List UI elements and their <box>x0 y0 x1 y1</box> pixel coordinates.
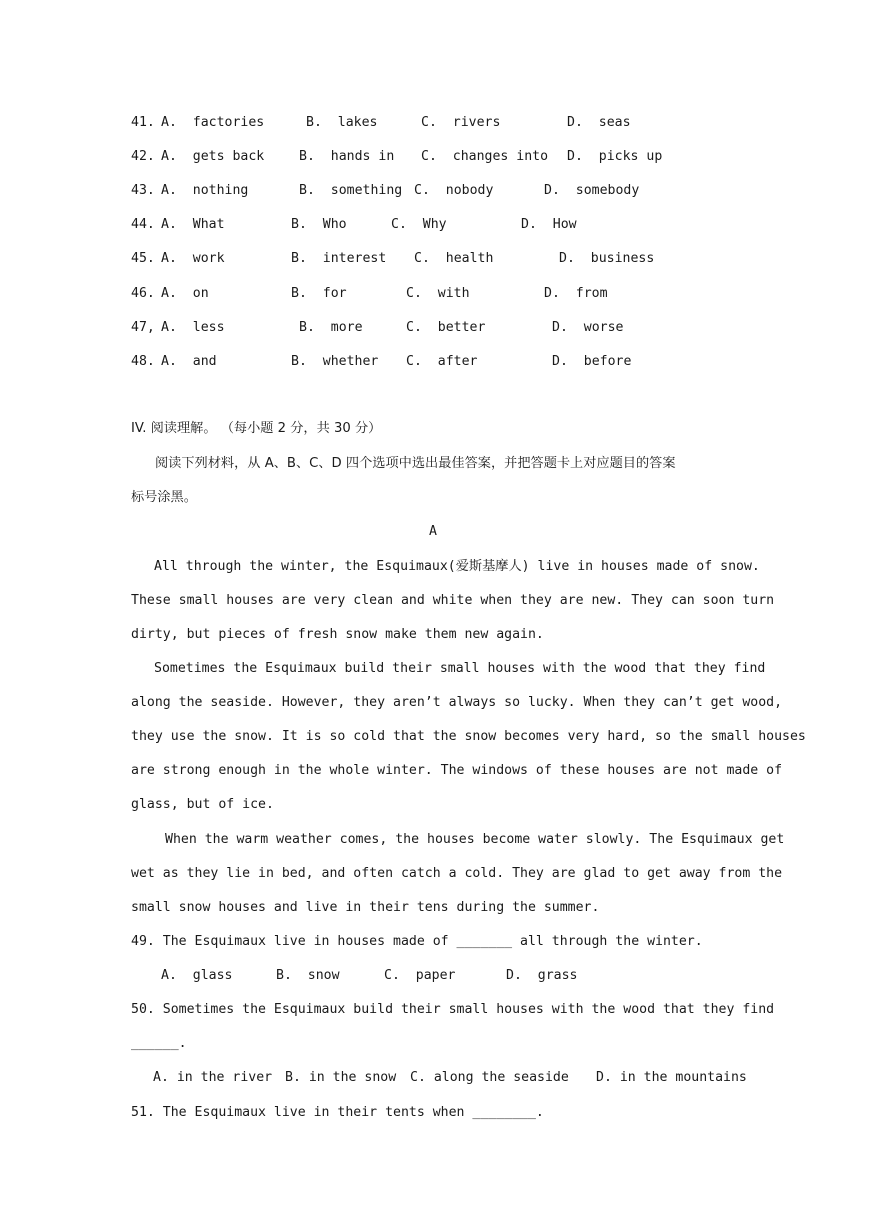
option-a: A. gets back <box>161 149 265 164</box>
question-number: 46. <box>131 286 155 301</box>
question-51-stem: 51. The Esquimaux live in their tents when ________. <box>131 1105 544 1120</box>
question-number: 42. <box>131 149 155 164</box>
option-c: C. Why <box>391 217 447 232</box>
option-c: C. after <box>406 354 478 369</box>
option-a: A. and <box>161 354 217 369</box>
option-b: B. whether <box>291 354 379 369</box>
section-heading: IV. 阅读理解。 （每小题 2 分，共 30 分） <box>131 421 382 436</box>
passage-line: they use the snow. It is so cold that the snow becomes very hard, so the small houses <box>131 729 806 744</box>
option-d: D. worse <box>552 320 624 335</box>
passage-line: wet as they lie in bed, and often catch a cold. They are glad to get away from the <box>131 866 783 881</box>
option-a: A. work <box>161 251 225 266</box>
passage-line: When the warm weather comes, the houses become water slowly. The Esquimaux get <box>165 832 785 847</box>
option-d: D. from <box>544 286 608 301</box>
option-c: C. health <box>414 251 494 266</box>
section-instruction: 阅读下列材料，从 A、B、C、D 四个选项中选出最佳答案，并把答题卡上对应题目的答案 <box>155 456 676 471</box>
question-number: 41. <box>131 115 155 130</box>
option-b: B. snow <box>276 968 340 983</box>
section-instruction-cont: 标号涂黑。 <box>131 490 197 505</box>
option-b: B. hands in <box>299 149 395 164</box>
passage-line: are strong enough in the whole winter. The windows of these houses are not made of <box>131 763 783 778</box>
option-c: C. rivers <box>421 115 501 130</box>
option-a: A. in the river <box>153 1070 273 1085</box>
passage-line: glass, but of ice. <box>131 797 274 812</box>
option-c: C. nobody <box>414 183 494 198</box>
option-d: D. somebody <box>544 183 640 198</box>
question-50-blank: ______. <box>131 1036 187 1051</box>
passage-line: dirty, but pieces of fresh snow make them new again. <box>131 627 544 642</box>
option-d: D. seas <box>567 115 631 130</box>
passage-line: along the seaside. However, they aren’t always so lucky. When they can’t get wood, <box>131 695 783 710</box>
question-number: 47, <box>131 320 155 335</box>
passage-label: A <box>429 524 437 539</box>
option-a: A. on <box>161 286 209 301</box>
option-a: A. factories <box>161 115 265 130</box>
option-a: A. What <box>161 217 225 232</box>
passage-line: These small houses are very clean and white when they are new. They can soon turn <box>131 593 775 608</box>
option-d: D. in the mountains <box>596 1070 747 1085</box>
passage-line: All through the winter, the Esquimaux(爱斯基摩人) live in houses made of snow. <box>154 559 760 574</box>
question-number: 45. <box>131 251 155 266</box>
option-c: C. with <box>406 286 470 301</box>
option-b: B. in the snow <box>285 1070 397 1085</box>
question-number: 48. <box>131 354 155 369</box>
option-c: C. better <box>406 320 486 335</box>
option-c: C. paper <box>384 968 456 983</box>
option-b: B. more <box>299 320 363 335</box>
option-d: D. picks up <box>567 149 663 164</box>
option-b: B. Who <box>291 217 347 232</box>
option-b: B. something <box>299 183 403 198</box>
option-c: C. changes into <box>421 149 549 164</box>
option-d: D. before <box>552 354 632 369</box>
option-b: B. lakes <box>306 115 378 130</box>
passage-line: small snow houses and live in their tens during the summer. <box>131 900 600 915</box>
option-b: B. interest <box>291 251 387 266</box>
question-number: 44. <box>131 217 155 232</box>
option-d: D. grass <box>506 968 578 983</box>
option-a: A. glass <box>161 968 233 983</box>
option-d: D. How <box>521 217 577 232</box>
question-50-stem: 50. Sometimes the Esquimaux build their small houses with the wood that they find <box>131 1002 775 1017</box>
option-a: A. less <box>161 320 225 335</box>
question-number: 43. <box>131 183 155 198</box>
option-b: B. for <box>291 286 347 301</box>
option-a: A. nothing <box>161 183 249 198</box>
question-49-stem: 49. The Esquimaux live in houses made of _______ all through the winter. <box>131 934 703 949</box>
passage-line: Sometimes the Esquimaux build their small houses with the wood that they find <box>154 661 766 676</box>
option-d: D. business <box>559 251 655 266</box>
option-c: C. along the seaside <box>410 1070 569 1085</box>
